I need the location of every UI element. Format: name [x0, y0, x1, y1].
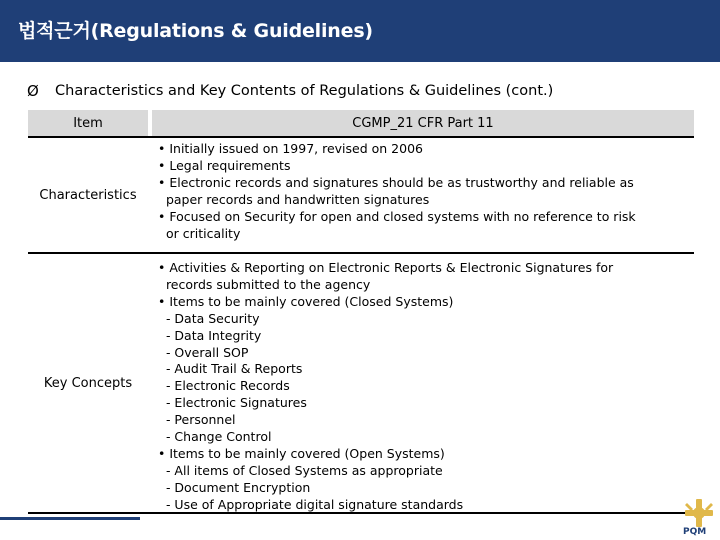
table-row-key-concepts — [28, 254, 694, 514]
body-line: • Activities & Reporting on Electronic Reports & Electronic Signatures for — [158, 260, 614, 275]
body-line: • Focused on Security for open and closed systems with no reference to risk — [158, 208, 636, 224]
subtitle-row — [27, 80, 553, 102]
table-header-row — [28, 110, 694, 138]
body-line: paper records and handwritten signatures — [158, 191, 430, 207]
pqm-logo-text: PQM — [683, 527, 707, 537]
body-line: - Personnel — [158, 412, 236, 428]
row-body — [148, 254, 694, 512]
body-line: • Items to be mainly covered (Closed Systems) — [158, 293, 454, 309]
body-line: - Data Security — [158, 310, 260, 326]
regulations-table — [28, 110, 694, 514]
body-line: • Items to be mainly covered (Open Systems) — [158, 445, 445, 461]
body-line: - Data Integrity — [158, 327, 262, 343]
page-title: 법적근거(Regulations & Guidelines) — [18, 20, 373, 42]
body-line: or criticality — [158, 225, 241, 241]
body-line: - Change Control — [158, 429, 272, 445]
body-line: • Initially issued on 1997, revised on 2006 — [158, 141, 423, 156]
body-line: - Overall SOP — [158, 344, 249, 360]
row-label: Characteristics — [28, 138, 148, 252]
body-line: - Document Encryption — [158, 479, 311, 495]
body-line: - Use of Appropriate digital signature standards — [158, 496, 464, 512]
arrow-bullet-icon: Ø — [27, 82, 39, 100]
header-bar — [0, 0, 720, 62]
body-line: - Audit Trail & Reports — [158, 361, 303, 377]
footer-accent-line — [0, 517, 140, 520]
body-line: - Electronic Signatures — [158, 395, 307, 411]
body-line: • Electronic records and signatures should be as trustworthy and reliable as — [158, 174, 634, 190]
body-line: • Legal requirements — [158, 157, 291, 173]
body-line: - Electronic Records — [158, 378, 290, 394]
row-body — [148, 138, 694, 252]
table-header-item: Item — [73, 115, 103, 131]
body-line: records submitted to the agency — [158, 276, 371, 292]
table-header-cgmp: CGMP_21 CFR Part 11 — [148, 110, 694, 136]
row-label: Key Concepts — [28, 254, 148, 512]
body-line: - All items of Closed Systems as appropriate — [158, 462, 443, 478]
table-row-characteristics — [28, 138, 694, 254]
subtitle-text: Characteristics and Key Contents of Regulations & Guidelines (cont.) — [55, 83, 554, 99]
